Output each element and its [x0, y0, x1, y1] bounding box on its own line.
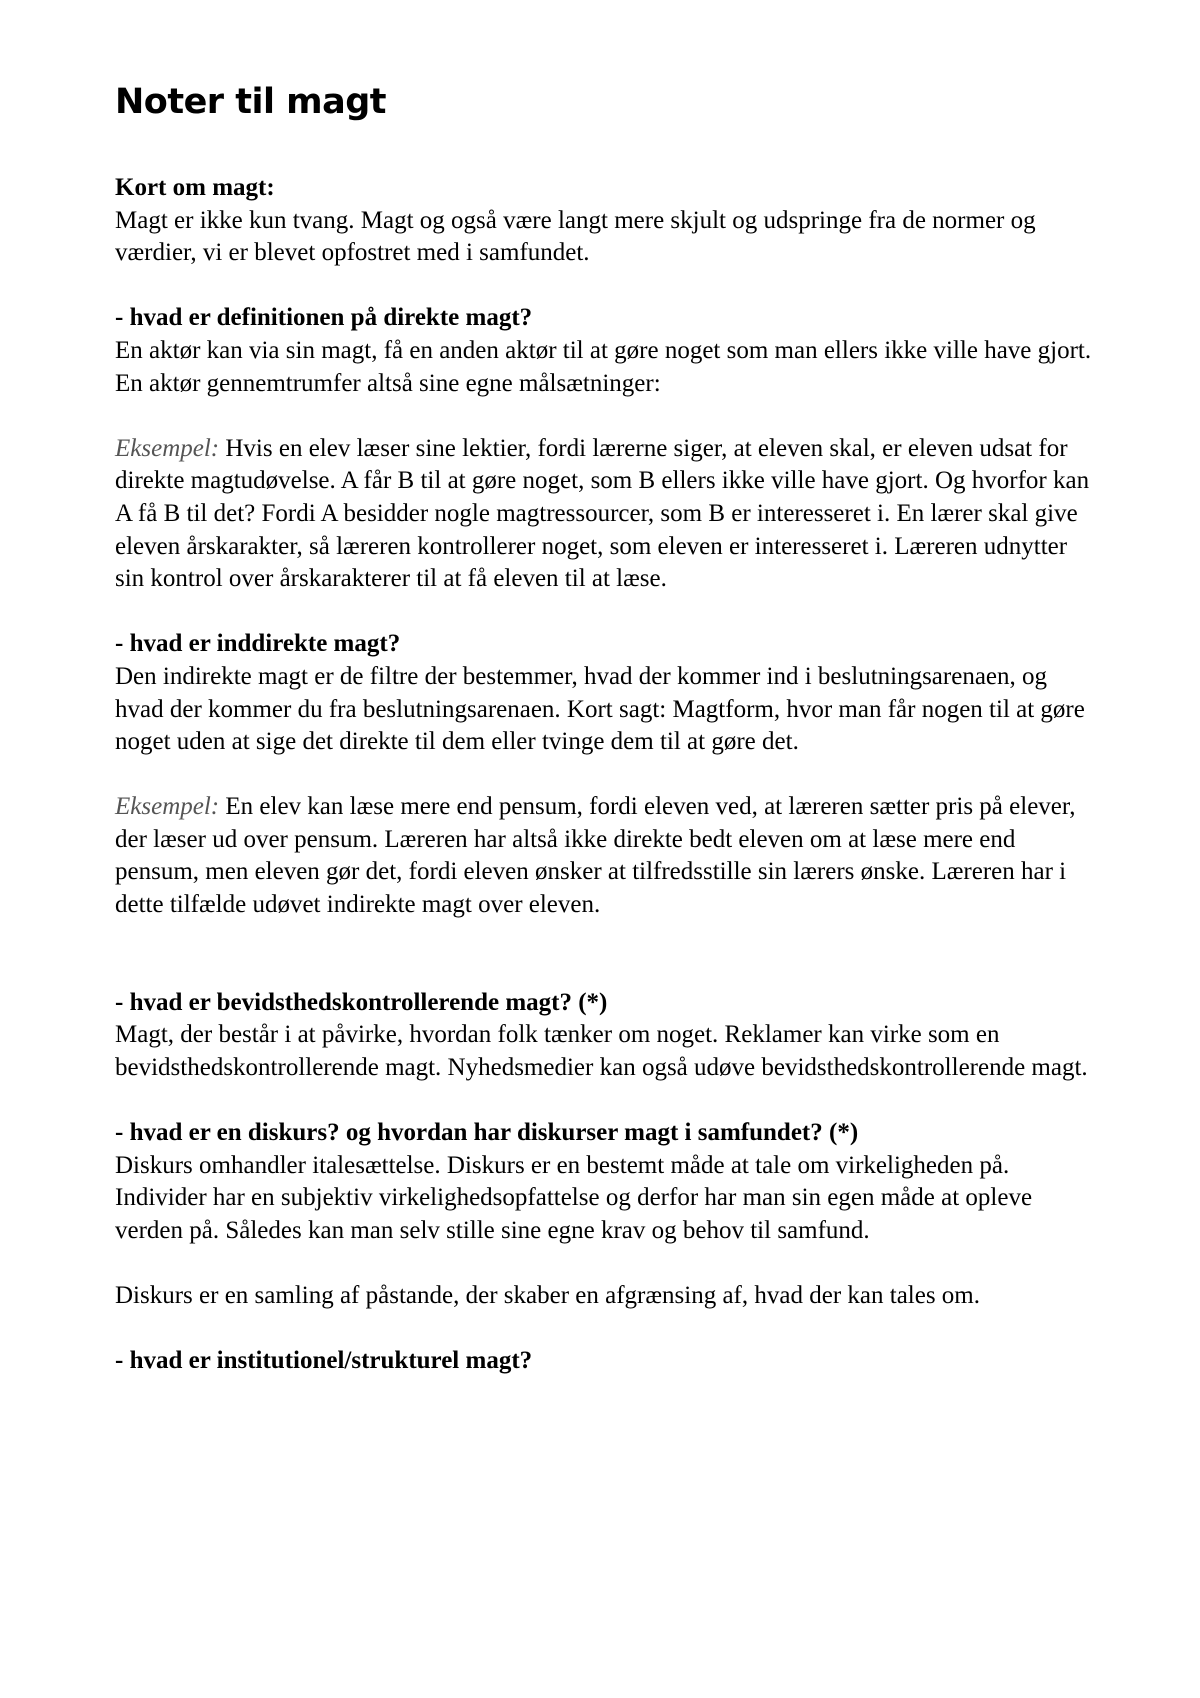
example-label: Eksempel:	[115, 434, 220, 462]
paragraph-text: Magt er ikke kun tvang. Magt og også være langt mere skjult og udspringe fra de normer og værdier, vi er blevet opfostret med i samfundet.	[115, 206, 1036, 267]
section-heading: - hvad er inddirekte magt?	[115, 630, 401, 658]
section-heading: - hvad er en diskurs? og hvordan har diskurser magt i samfundet? (*)	[115, 1119, 859, 1147]
section-paragraph	[115, 1150, 1100, 1248]
document-body	[115, 172, 1100, 1378]
paragraph-text: Diskurs er en samling af påstande, der skaber en afgrænsing af, hvad der kan tales om.	[115, 1282, 981, 1310]
section-paragraph	[115, 1019, 1100, 1084]
paragraph-text: Hvis en elev læser sine lektier, fordi lærerne siger, at eleven skal, er eleven udsat for direkte magtudøvelse. A får B til at gøre noget, som B ellers ikke ville have gjort. Og hvorfor kan A få B til det? Fordi A besidder nogle magtressourcer, som B er interesseret i. En lærer skal give eleven årskarakter, så læreren kontrollerer noget, som eleven er interesseret i. Læreren udnytter sin kontrol over årskarakterer til at få eleven til at læse.	[115, 434, 1090, 593]
document-title: Noter til magt	[115, 82, 387, 122]
section-inddirekte-magt	[115, 628, 1100, 921]
blank-line	[115, 954, 1100, 987]
section-paragraph	[115, 205, 1100, 270]
section-paragraph	[115, 335, 1100, 400]
section-institutionel-magt	[115, 1345, 1100, 1378]
section-kort-om-magt	[115, 172, 1100, 270]
section-paragraph	[115, 1280, 1100, 1313]
example-paragraph	[115, 791, 1100, 921]
example-paragraph	[115, 433, 1100, 596]
section-direkte-magt	[115, 302, 1100, 595]
example-label: Eksempel:	[115, 793, 220, 821]
section-heading: - hvad er definitionen på direkte magt?	[115, 304, 533, 332]
section-heading: - hvad er institutionel/strukturel magt?	[115, 1347, 533, 1375]
section-heading: Kort om magt:	[115, 174, 275, 201]
section-paragraph	[115, 661, 1100, 759]
document-content	[115, 72, 1100, 1411]
paragraph-text: En aktør kan via sin magt, få en anden aktør til at gøre noget som man ellers ikke ville have gjort. En aktør gennemtrumfer altså sine egne målsætninger:	[115, 336, 1092, 397]
paragraph-text: Den indirekte magt er de filtre der bestemmer, hvad der kommer ind i beslutningsarenaen, og hvad der kommer du fra beslutningsarenaen. Kort sagt: Magtform, hvor man får nogen til at gøre noget uden at sige det direkte til dem eller tvinge dem til at gøre det.	[115, 662, 1085, 756]
section-diskurs	[115, 1117, 1100, 1313]
paragraph-text: Magt, der består i at påvirke, hvordan folk tænker om noget. Reklamer kan virke som en bevidsthedskontrollerende magt. Nyhedsmedier kan også udøve bevidsthedskontrollerende magt.	[115, 1021, 1088, 1082]
section-heading: - hvad er bevidsthedskontrollerende magt? (*)	[115, 988, 608, 1016]
paragraph-text: En elev kan læse mere end pensum, fordi eleven ved, at læreren sætter pris på elever, der læser ud over pensum. Læreren har altså ikke direkte bedt eleven om at læse mere end pensum, men eleven gør det, fordi eleven ønsker at tilfredsstille sin lærers ønske. Læreren har i dette tilfælde udøvet indirekte magt over eleven.	[115, 793, 1076, 919]
paragraph-text: Diskurs omhandler italesættelse. Diskurs er en bestemt måde at tale om virkeligheden på. Individer har en subjektiv virkelighedsopfattelse og derfor har man sin egen måde at opleve verden på. Således kan man selv stille sine egne krav og behov til samfund.	[115, 1151, 1033, 1244]
section-bevidsthedskontrollerende-magt	[115, 987, 1100, 1085]
